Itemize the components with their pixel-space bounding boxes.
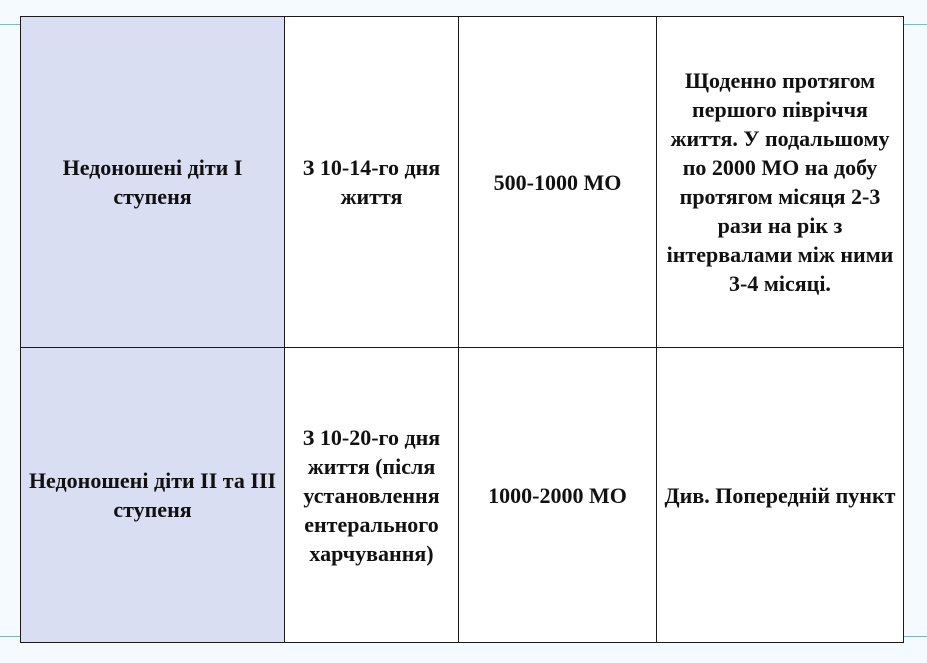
schedule-cell: Див. Попередній пункт [657,348,904,643]
patient-group-cell: Недоношені діти І ступеня [21,17,285,348]
patient-group-cell: Недоношені діти ІІ та ІІІ ступеня [21,348,285,643]
dosage-table [20,16,904,643]
table-row [21,348,904,643]
start-time-cell: З 10-20-го дня життя (після установлення ентерального харчування) [285,348,459,643]
start-time-cell: З 10-14-го дня життя [285,17,459,348]
dose-cell: 1000-2000 МО [459,348,657,643]
table-row [21,17,904,348]
schedule-cell: Щоденно протягом першого півріччя життя. У подальшому по 2000 МО на добу протягом місяця 2-3 рази на рік з інтервалами між ними 3-4 місяці. [657,17,904,348]
dose-cell: 500-1000 МО [459,17,657,348]
